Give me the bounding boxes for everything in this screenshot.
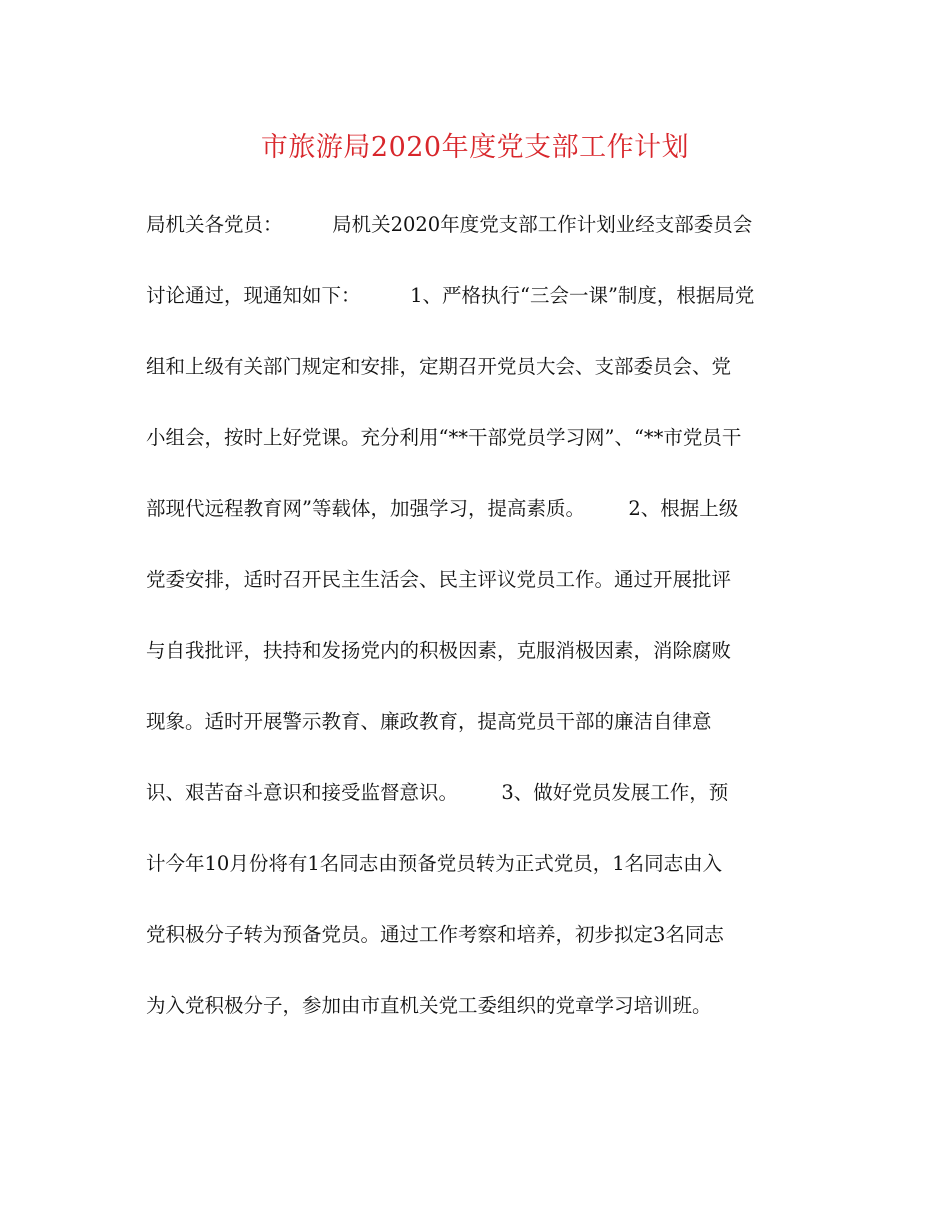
body-line: 部现代远程教育网”等载体，加强学习，提高素质。 2、根据上级: [146, 497, 739, 520]
body-line: 为入党积极分子，参加由市直机关党工委组织的党章学习培训班。: [146, 994, 712, 1017]
body-line: 现象。适时开展警示教育、廉政教育，提高党员干部的廉洁自律意: [146, 710, 712, 733]
document-title: 市旅游局2020年度党支部工作计划: [260, 132, 690, 163]
body-line: 讨论通过，现通知如下： 1、严格执行“三会一课”制度，根据局党: [146, 284, 755, 307]
body-line: 识、艰苦奋斗意识和接受监督意识。 3、做好党员发展工作，预: [146, 781, 729, 804]
body-line: 计今年10月份将有1名同志由预备党员转为正式党员，1名同志由入: [146, 852, 723, 875]
body-line: 党委安排，适时召开民主生活会、民主评议党员工作。通过开展批评: [146, 568, 732, 591]
body-line: 小组会，按时上好党课。充分利用“**干部党员学习网”、“**市党员干: [146, 426, 742, 449]
body-line: 党积极分子转为预备党员。通过工作考察和培养，初步拟定3名同志: [146, 923, 724, 946]
document-body: [146, 210, 806, 1062]
body-line: 组和上级有关部门规定和安排，定期召开党员大会、支部委员会、党: [146, 355, 732, 378]
body-line: 与自我批评，扶持和发扬党内的积极因素，克服消极因素，消除腐败: [146, 639, 732, 662]
body-line: 局机关各党员： 局机关2020年度党支部工作计划业经支部委员会: [146, 213, 753, 236]
